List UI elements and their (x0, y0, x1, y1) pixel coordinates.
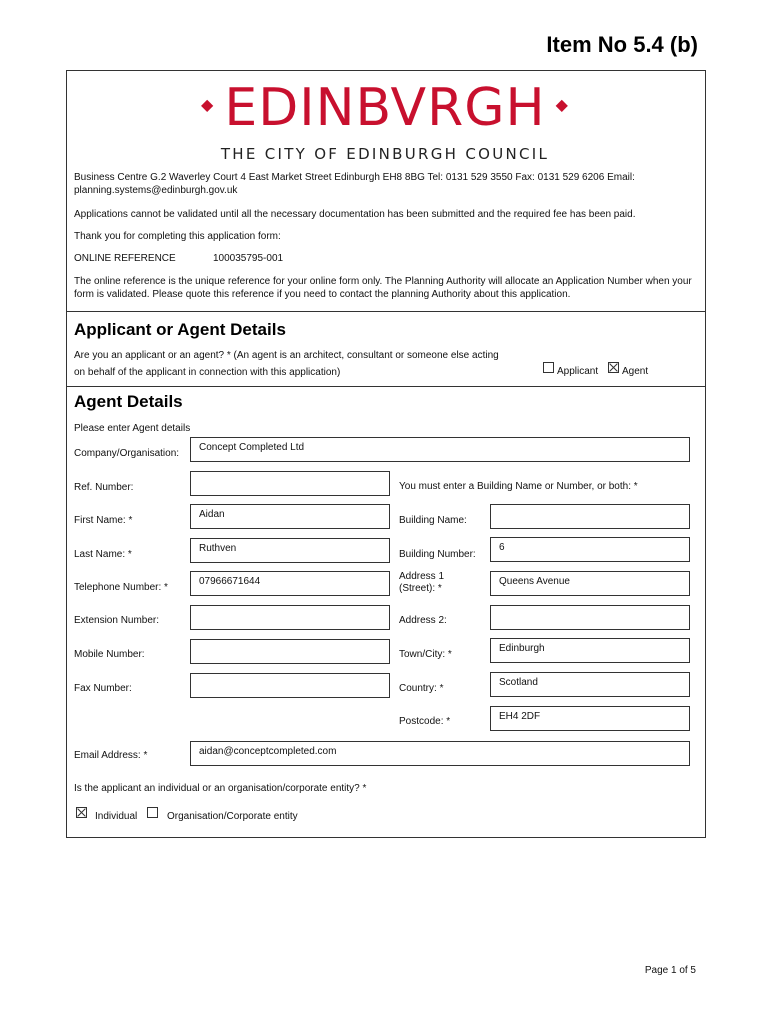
diamond-icon: ◆ (555, 95, 569, 114)
agent-checkbox[interactable] (608, 362, 619, 373)
page-number: Page 1 of 5 (644, 965, 696, 976)
thanks-text: Thank you for completing this application form: (74, 231, 281, 242)
online-reference-value: 100035795-001 (213, 253, 284, 264)
extension-label: Extension Number: (74, 615, 160, 626)
entity-question: Is the applicant an individual or an organisation/corporate entity? * (74, 783, 367, 794)
organisation-option-label: Organisation/Corporate entity (167, 811, 298, 822)
mobile-label: Mobile Number: (74, 649, 145, 660)
address1-field[interactable]: Queens Avenue (490, 571, 690, 596)
country-label: Country: * (399, 683, 444, 694)
last-name-field[interactable]: Ruthven (190, 538, 390, 563)
diamond-icon: ◆ (201, 95, 215, 114)
postcode-label: Postcode: * (399, 716, 451, 727)
company-label: Company/Organisation: (74, 448, 180, 459)
applicant-option-label: Applicant (557, 366, 599, 377)
building-note: You must enter a Building Name or Number, or both: * (399, 481, 638, 492)
mobile-field[interactable] (190, 639, 390, 664)
postcode-field[interactable]: EH4 2DF (490, 706, 690, 731)
ref-number-label: Ref. Number: (74, 482, 134, 493)
validation-note: Applications cannot be validated until all the necessary documentation has been submitted and the required fee has been paid. (74, 209, 636, 220)
fax-label: Fax Number: (74, 683, 132, 694)
agent-instruction: Please enter Agent details (74, 423, 191, 434)
building-name-field[interactable] (490, 504, 690, 529)
ref-number-field[interactable] (190, 471, 390, 496)
logo-wordmark: EDINBVRGH (224, 78, 546, 138)
building-number-field[interactable]: 6 (490, 537, 690, 562)
council-logo (0, 78, 770, 163)
telephone-label: Telephone Number: * (74, 582, 168, 593)
section-divider (66, 386, 706, 387)
building-name-label: Building Name: (399, 515, 467, 526)
section-divider (66, 311, 706, 312)
online-reference-label: ONLINE REFERENCE (74, 253, 176, 264)
individual-checkbox[interactable] (76, 807, 87, 818)
item-number: Item No 5.4 (b) (546, 32, 698, 57)
logo-subtitle: THE CITY OF EDINBURGH COUNCIL (220, 145, 550, 163)
section-title-agent: Agent Details (74, 392, 183, 411)
company-field[interactable]: Concept Completed Ltd (190, 437, 690, 462)
address1-label-line1: Address 1 (399, 571, 445, 582)
last-name-label: Last Name: * (74, 549, 132, 560)
first-name-label: First Name: * (74, 515, 133, 526)
individual-option-label: Individual (95, 811, 138, 822)
address2-field[interactable] (490, 605, 690, 630)
first-name-field[interactable]: Aidan (190, 504, 390, 529)
email-label: Email Address: * (74, 750, 148, 761)
extension-field[interactable] (190, 605, 390, 630)
reference-note: The online reference is the unique reference for your online form only. The Planning Authority will allocate an Application Number when your form is validated. Please quote this reference if you need to contact the planning Authority about this application. (74, 276, 692, 300)
fax-field[interactable] (190, 673, 390, 698)
town-field[interactable]: Edinburgh (490, 638, 690, 663)
applicant-question-line2: on behalf of the applicant in connection with this application) (74, 367, 341, 378)
building-number-label: Building Number: (399, 549, 476, 560)
section-title-applicant: Applicant or Agent Details (74, 320, 286, 339)
country-field[interactable]: Scotland (490, 672, 690, 697)
telephone-field[interactable]: 07966671644 (190, 571, 390, 596)
email-field[interactable]: aidan@conceptcompleted.com (190, 741, 690, 766)
applicant-question-line1: Are you an applicant or an agent? * (An agent is an architect, consultant or someone else acting (74, 350, 499, 361)
applicant-checkbox[interactable] (543, 362, 554, 373)
address1-label-line2: (Street): * (399, 583, 442, 594)
town-label: Town/City: * (399, 649, 452, 660)
agent-option-label: Agent (622, 366, 649, 377)
address2-label: Address 2: (399, 615, 447, 626)
organisation-checkbox[interactable] (147, 807, 158, 818)
council-address: Business Centre G.2 Waverley Court 4 East Market Street Edinburgh EH8 8BG Tel: 0131 529 3550 Fax: 0131 529 6206 Email: planning.systems@edinburgh.gov.uk (74, 172, 635, 196)
